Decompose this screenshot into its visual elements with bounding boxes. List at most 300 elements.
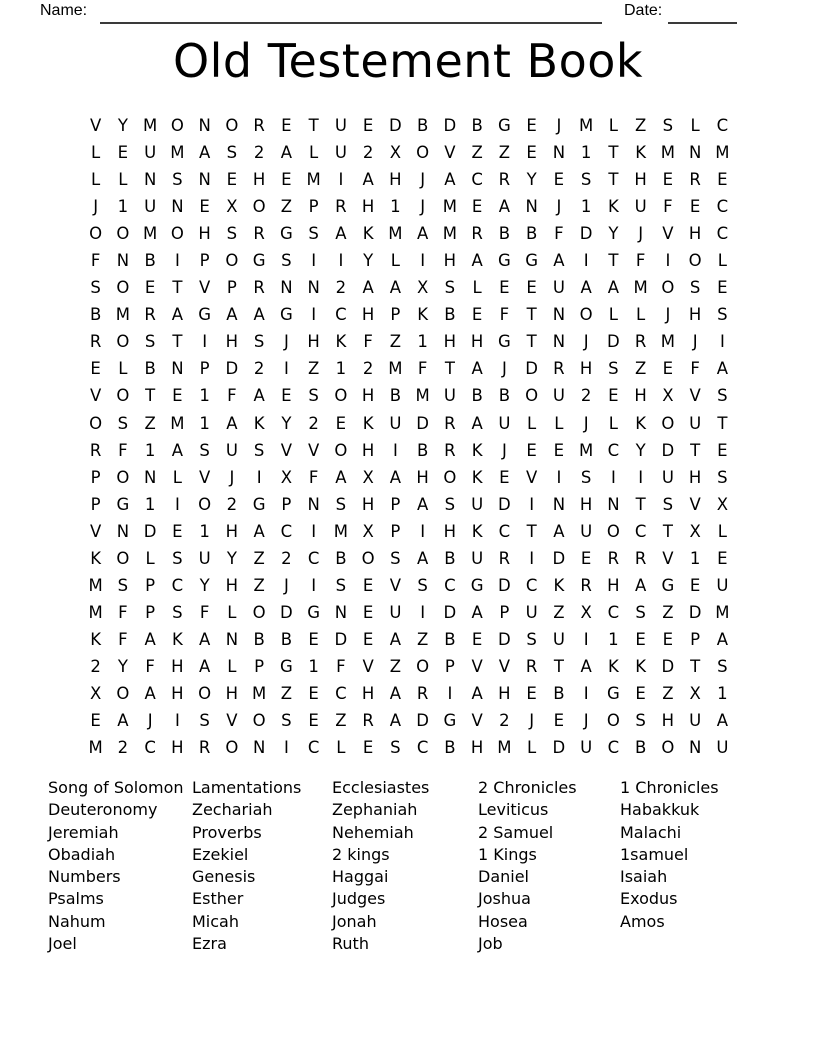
grid-cell: E <box>662 629 674 649</box>
grid-cell: J <box>501 440 507 460</box>
grid-cell: I <box>338 251 344 271</box>
grid-cell: D <box>579 224 593 244</box>
grid-cell: Z <box>662 602 674 622</box>
grid-cell: O <box>252 711 266 731</box>
grid-cell: 2 <box>499 711 510 731</box>
grid-cell: A <box>716 629 729 649</box>
grid-cell: C <box>716 224 729 244</box>
word-item: Ezekiel <box>192 844 249 864</box>
grid-cell: E <box>717 548 728 568</box>
grid-cell: S <box>144 332 156 352</box>
word-item: Nahum <box>48 911 106 931</box>
grid-cell: A <box>144 684 156 703</box>
grid-cell: J <box>501 359 507 379</box>
grid-cell: B <box>389 386 402 406</box>
grid-cell: O <box>89 413 103 433</box>
grid-cell: A <box>280 143 293 163</box>
grid-cell: U <box>580 521 593 541</box>
grid-cell: O <box>661 413 675 433</box>
word-item: Psalms <box>48 889 104 909</box>
grid-cell: Y <box>363 251 374 271</box>
grid-cell: M <box>115 305 130 325</box>
grid-cell: I <box>311 521 317 541</box>
grid-cell: R <box>89 440 102 460</box>
word-item: Ezra <box>192 934 227 954</box>
grid-cell: P <box>226 278 237 298</box>
grid-cell: E <box>580 548 592 568</box>
word-item: Obadiah <box>48 844 116 864</box>
grid-cell: A <box>580 278 592 298</box>
grid-cell: D <box>416 711 429 731</box>
grid-cell: 1 <box>608 629 619 649</box>
grid-cell: K <box>553 575 565 595</box>
grid-cell: T <box>608 170 619 190</box>
word-item: Exodus <box>620 889 678 909</box>
grid-cell: A <box>198 656 211 676</box>
grid-cell: R <box>253 224 265 244</box>
word-item: Nehemiah <box>332 822 414 842</box>
grid-cell: L <box>717 251 727 271</box>
word-item: Joshua <box>478 889 531 909</box>
grid-cell: R <box>498 170 511 190</box>
grid-cell: K <box>607 197 619 217</box>
grid-cell: N <box>171 359 184 379</box>
grid-cell: M <box>442 197 457 217</box>
grid-cell: U <box>525 602 538 622</box>
grid-cell: B <box>416 116 429 136</box>
grid-cell: Z <box>553 602 565 622</box>
grid-cell: I <box>338 170 344 190</box>
grid-cell: O <box>525 386 539 406</box>
grid-cell: B <box>335 548 347 568</box>
grid-cell: 2 <box>281 548 292 568</box>
grid-cell: S <box>444 278 456 298</box>
grid-cell: N <box>280 278 293 298</box>
grid-cell: B <box>144 359 156 379</box>
grid-cell: M <box>415 386 430 406</box>
grid-cell: H <box>688 305 702 325</box>
grid-cell: H <box>171 738 184 758</box>
grid-cell: E <box>172 521 183 541</box>
grid-cell: G <box>525 251 539 271</box>
grid-cell: L <box>227 602 237 622</box>
grid-cell: X <box>716 494 729 514</box>
grid-cell: L <box>717 521 727 541</box>
grid-cell: M <box>633 278 648 298</box>
grid-cell: B <box>253 629 265 649</box>
grid-cell: X <box>689 521 701 541</box>
word-item: Judges <box>332 889 386 909</box>
grid-cell: H <box>498 684 511 703</box>
grid-cell: S <box>308 386 319 406</box>
grid-cell: E <box>362 738 374 758</box>
grid-cell: T <box>690 440 701 460</box>
grid-cell: L <box>390 251 400 271</box>
grid-cell: J <box>147 711 153 731</box>
grid-cell: E <box>635 684 646 703</box>
grid-cell: A <box>362 170 374 190</box>
grid-cell: P <box>90 467 101 487</box>
grid-cell: J <box>583 332 589 352</box>
grid-cell: A <box>389 629 402 649</box>
grid-cell: M <box>715 143 730 163</box>
grid-cell: K <box>471 467 483 487</box>
grid-cell: J <box>556 197 562 217</box>
word-item: Proverbs <box>192 822 262 842</box>
grid-cell: A <box>498 197 511 217</box>
grid-cell: A <box>553 251 565 271</box>
grid-cell: E <box>308 629 319 649</box>
grid-cell: T <box>526 332 537 352</box>
grid-cell: F <box>90 251 101 271</box>
grid-cell: B <box>280 629 293 649</box>
page-title: Old Testement Book <box>172 34 644 88</box>
grid-cell: V <box>389 575 402 595</box>
grid-cell: Z <box>280 684 293 703</box>
grid-cell: J <box>420 170 426 190</box>
grid-cell: S <box>172 170 183 190</box>
grid-cell: H <box>443 332 457 352</box>
grid-cell: F <box>118 629 128 649</box>
grid-cell: U <box>716 575 729 595</box>
grid-cell: U <box>389 602 402 622</box>
grid-cell: G <box>307 602 321 622</box>
grid-cell: D <box>688 602 702 622</box>
grid-cell: A <box>389 711 402 731</box>
grid-cell: S <box>226 224 238 244</box>
grid-cell: H <box>361 386 375 406</box>
grid-cell: 1 <box>117 197 129 217</box>
grid-cell: E <box>281 116 292 136</box>
grid-cell: F <box>363 332 373 352</box>
grid-cell: S <box>253 440 265 460</box>
grid-cell: M <box>88 575 103 595</box>
grid-cell: E <box>662 359 674 379</box>
name-label: Name: <box>40 2 88 19</box>
grid-cell: N <box>225 629 239 649</box>
grid-cell: L <box>172 467 182 487</box>
grid-cell: H <box>225 521 239 541</box>
grid-cell: V <box>280 440 293 460</box>
word-item: Zephaniah <box>332 800 418 820</box>
grid-cell: C <box>498 521 511 541</box>
grid-cell: A <box>389 467 402 487</box>
grid-cell: T <box>145 386 156 406</box>
grid-cell: R <box>198 738 211 758</box>
grid-cell: E <box>117 143 129 163</box>
grid-cell: 2 <box>580 386 592 406</box>
grid-cell: S <box>199 440 210 460</box>
grid-cell: I <box>420 251 426 271</box>
grid-cell: S <box>90 278 101 298</box>
grid-cell: C <box>607 738 620 758</box>
grid-cell: E <box>526 278 537 298</box>
grid-cell: V <box>226 711 238 731</box>
grid-cell: J <box>583 413 589 433</box>
grid-cell: N <box>143 170 157 190</box>
grid-cell: R <box>362 711 374 731</box>
grid-cell: O <box>116 548 130 568</box>
grid-cell: H <box>307 332 320 352</box>
grid-cell: E <box>281 170 292 190</box>
grid-cell: H <box>389 170 402 190</box>
grid-cell: T <box>635 494 646 514</box>
word-item: Jeremiah <box>48 822 119 842</box>
grid-cell: K <box>335 332 347 352</box>
word-item: Esther <box>192 889 244 909</box>
date-field-line <box>668 4 737 24</box>
grid-cell: P <box>145 602 156 622</box>
grid-cell: S <box>172 548 183 568</box>
grid-cell: F <box>199 602 210 622</box>
grid-cell: N <box>307 278 320 298</box>
grid-cell: B <box>416 440 429 460</box>
grid-cell: L <box>309 143 319 163</box>
grid-cell: C <box>525 575 538 595</box>
grid-cell: N <box>198 170 211 190</box>
grid-cell: O <box>198 684 212 703</box>
grid-cell: S <box>689 278 701 298</box>
grid-cell: N <box>688 738 702 758</box>
grid-cell: E <box>662 170 674 190</box>
grid-cell: C <box>444 575 456 595</box>
grid-cell: D <box>416 413 429 433</box>
grid-cell: P <box>499 602 510 622</box>
grid-cell: Z <box>280 197 293 217</box>
grid-cell: O <box>89 224 103 244</box>
grid-cell: M <box>333 521 348 541</box>
grid-cell: B <box>444 738 456 758</box>
grid-cell: M <box>715 602 730 622</box>
grid-cell: A <box>198 629 211 649</box>
grid-cell: S <box>444 494 456 514</box>
grid-cell: A <box>416 494 429 514</box>
grid-cell: S <box>308 224 319 244</box>
word-column <box>332 777 429 955</box>
grid-cell: 2 <box>335 278 347 298</box>
grid-cell: B <box>89 305 102 325</box>
grid-cell: O <box>225 116 239 136</box>
grid-cell: I <box>583 684 589 703</box>
grid-cell: G <box>661 575 675 595</box>
grid-cell: A <box>226 305 238 325</box>
grid-cell: I <box>583 629 589 649</box>
word-item: Isaiah <box>620 867 668 887</box>
grid-cell: S <box>335 494 347 514</box>
grid-cell: R <box>634 548 647 568</box>
grid-cell: A <box>716 711 729 731</box>
grid-cell: B <box>498 386 511 406</box>
grid-cell: O <box>252 602 266 622</box>
word-item: Hosea <box>478 911 528 931</box>
grid-cell: J <box>283 332 289 352</box>
grid-cell: I <box>583 251 589 271</box>
grid-cell: A <box>144 629 156 649</box>
grid-cell: K <box>471 440 483 460</box>
grid-cell: O <box>116 332 130 352</box>
grid-cell: 1 <box>335 359 347 379</box>
grid-cell: D <box>334 629 348 649</box>
grid-cell: N <box>688 143 702 163</box>
grid-cell: Z <box>416 629 429 649</box>
grid-cell: U <box>689 711 702 731</box>
grid-cell: M <box>170 413 185 433</box>
grid-cell: K <box>90 548 102 568</box>
grid-cell: U <box>334 143 347 163</box>
grid-cell: S <box>717 386 728 406</box>
grid-cell: E <box>308 711 319 731</box>
grid-cell: J <box>583 711 589 731</box>
grid-cell: H <box>634 386 647 406</box>
grid-cell: O <box>334 386 348 406</box>
grid-cell: H <box>607 575 620 595</box>
word-item: Joel <box>48 934 77 954</box>
grid-cell: 1 <box>717 684 728 703</box>
grid-cell: H <box>661 711 675 731</box>
grid-cell: V <box>471 711 483 731</box>
grid-cell: H <box>198 224 211 244</box>
grid-cell: I <box>447 684 453 703</box>
word-item: Ruth <box>332 934 369 954</box>
grid-cell: N <box>607 494 620 514</box>
grid-cell: L <box>227 656 237 676</box>
grid-cell: S <box>662 116 674 136</box>
grid-cell: J <box>229 467 235 487</box>
grid-cell: R <box>253 278 265 298</box>
grid-cell: L <box>690 116 700 136</box>
word-item: 2 Samuel <box>478 822 554 842</box>
grid-cell: I <box>420 521 426 541</box>
grid-cell: D <box>498 494 511 514</box>
grid-cell: P <box>90 494 101 514</box>
grid-cell: B <box>444 305 456 325</box>
grid-cell: V <box>662 224 674 244</box>
grid-cell: N <box>552 494 566 514</box>
grid-cell: E <box>362 602 374 622</box>
grid-cell: K <box>471 521 483 541</box>
grid-cell: I <box>529 548 535 568</box>
grid-cell: V <box>198 278 211 298</box>
grid-cell: N <box>334 602 348 622</box>
grid-cell: E <box>553 440 565 460</box>
grid-cell: I <box>174 251 180 271</box>
grid-cell: X <box>280 467 293 487</box>
grid-cell: O <box>606 711 620 731</box>
grid-cell: 2 <box>253 359 265 379</box>
grid-cell: P <box>199 359 210 379</box>
word-item: Amos <box>620 911 665 931</box>
grid-cell: T <box>172 278 183 298</box>
grid-cell: E <box>471 305 483 325</box>
grid-cell: M <box>660 143 675 163</box>
grid-cell: X <box>89 684 102 703</box>
grid-cell: 2 <box>90 656 101 676</box>
grid-cell: P <box>281 494 292 514</box>
grid-cell: T <box>608 143 619 163</box>
grid-cell: T <box>608 251 619 271</box>
grid-cell: E <box>553 711 565 731</box>
grid-cell: C <box>716 116 729 136</box>
grid-cell: 1 <box>308 656 319 676</box>
grid-cell: E <box>226 170 238 190</box>
grid-cell: I <box>283 359 289 379</box>
grid-cell: O <box>334 440 348 460</box>
grid-cell: E <box>362 575 374 595</box>
grid-cell: H <box>443 521 457 541</box>
grid-cell: V <box>689 494 701 514</box>
grid-cell: M <box>579 440 594 460</box>
grid-cell: E <box>199 197 210 217</box>
grid-cell: I <box>529 494 535 514</box>
grid-cell: H <box>252 170 266 190</box>
grid-cell: C <box>607 602 620 622</box>
grid-cell: C <box>416 738 429 758</box>
grid-cell: Y <box>281 413 292 433</box>
grid-cell: S <box>662 494 674 514</box>
grid-cell: A <box>253 521 265 541</box>
grid-cell: K <box>635 413 647 433</box>
grid-cell: U <box>634 197 647 217</box>
grid-cell: L <box>91 170 101 190</box>
grid-cell: O <box>170 116 184 136</box>
grid-cell: D <box>389 116 402 136</box>
grid-cell: G <box>279 224 293 244</box>
word-item: Micah <box>192 911 239 931</box>
grid-cell: I <box>665 251 671 271</box>
grid-cell: T <box>308 116 319 136</box>
grid-cell: 1 <box>199 413 210 433</box>
word-item: 2 Chronicles <box>478 778 577 797</box>
grid-cell: P <box>690 629 701 649</box>
grid-cell: N <box>307 494 320 514</box>
grid-cell: L <box>527 738 537 758</box>
grid-cell: U <box>498 413 511 433</box>
grid-cell: V <box>498 656 511 676</box>
grid-cell: F <box>118 440 128 460</box>
grid-cell: A <box>335 467 347 487</box>
grid-cell: G <box>252 251 266 271</box>
grid-cell: A <box>607 278 620 298</box>
grid-cell: D <box>661 440 675 460</box>
grid-cell: N <box>525 197 538 217</box>
name-field-line <box>100 4 602 24</box>
grid-cell: D <box>443 116 457 136</box>
grid-cell: R <box>580 575 592 595</box>
grid-cell: T <box>526 305 537 325</box>
grid-cell: A <box>634 575 647 595</box>
grid-cell: S <box>117 413 129 433</box>
grid-cell: C <box>144 738 156 758</box>
grid-cell: E <box>90 711 101 731</box>
grid-cell: A <box>416 548 429 568</box>
grid-cell: X <box>226 197 238 217</box>
grid-cell: Y <box>226 548 237 568</box>
grid-cell: U <box>144 197 157 217</box>
grid-cell: U <box>689 413 702 433</box>
grid-cell: I <box>256 467 262 487</box>
grid-cell: S <box>580 467 592 487</box>
grid-cell: A <box>471 251 483 271</box>
grid-cell: N <box>552 305 566 325</box>
grid-cell: G <box>198 305 212 325</box>
grid-cell: B <box>471 386 483 406</box>
grid-cell: E <box>526 143 537 163</box>
grid-cell: Z <box>471 143 483 163</box>
grid-cell: L <box>608 116 618 136</box>
grid-cell: M <box>143 224 158 244</box>
word-item: Ecclesiastes <box>332 778 430 797</box>
grid-cell: U <box>661 467 674 487</box>
